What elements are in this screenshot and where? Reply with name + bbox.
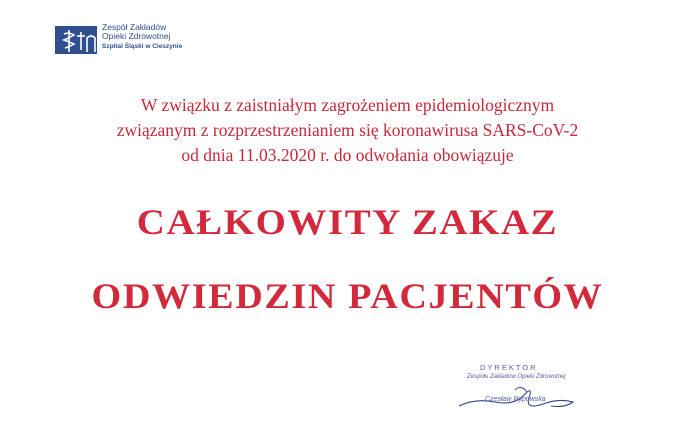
logo-line-2: Opieki Zdrowotnej	[102, 31, 171, 41]
notice-intro	[0, 93, 695, 168]
intro-line-2: związanym z rozprzestrzenianiem się koronawirusa SARS-CoV-2	[116, 120, 579, 140]
director-stamp	[455, 360, 585, 440]
intro-line-1: W związku z zaistniałym zagrożeniem epidemiologicznym	[140, 95, 555, 115]
stamp-title: DYREKTOR	[480, 363, 538, 372]
headline-line-2: ODWIEDZIN PACJENTÓW	[91, 276, 604, 316]
logo-line-3: Szpital Śląski w Cieszynie	[102, 43, 183, 50]
stamp-org: Zespołu Zakładów Opieki Zdrowotnej	[467, 374, 566, 380]
logo-line-1: Zespół Zakładów	[102, 22, 167, 32]
logo-text	[102, 23, 182, 51]
headline-line-1: CAŁKOWITY ZAKAZ	[136, 202, 559, 242]
hospital-logo-icon	[55, 22, 97, 56]
hospital-logo	[55, 22, 215, 56]
stamp-name: Czesław Rypowska	[485, 396, 546, 403]
intro-line-3: od dnia 11.03.2020 r. do odwołania obowiązuje	[181, 145, 514, 165]
